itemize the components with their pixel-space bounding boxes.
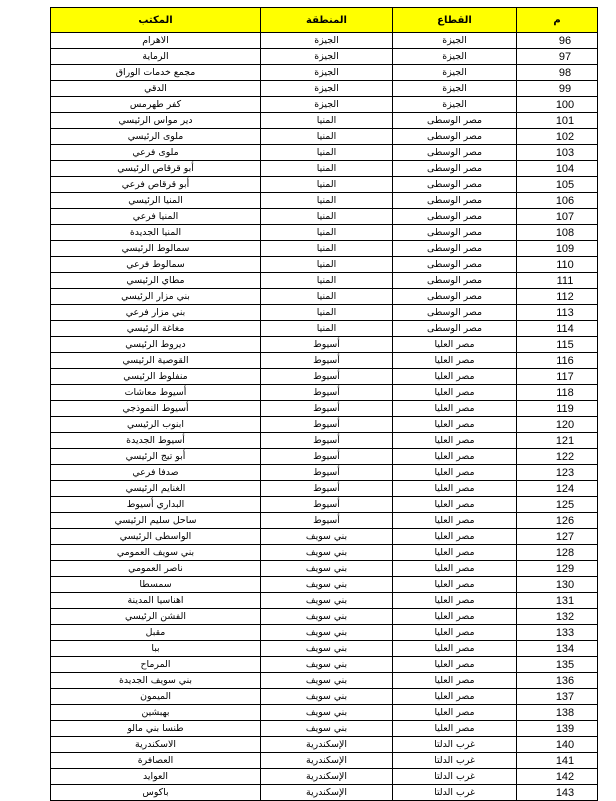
table-row — [51, 321, 598, 337]
region-cell: بني سويف — [261, 721, 393, 737]
office-cell: أسيوط معاشات — [51, 385, 261, 401]
sector-cell: مصر العليا — [393, 545, 517, 561]
sector-cell: الجيزة — [393, 65, 517, 81]
region-cell: أسيوط — [261, 449, 393, 465]
table-row — [51, 785, 598, 801]
number-cell: 101 — [517, 113, 598, 129]
number-cell: 122 — [517, 449, 598, 465]
table-row — [51, 449, 598, 465]
number-cell: 142 — [517, 769, 598, 785]
table-body — [51, 33, 598, 801]
table-row — [51, 481, 598, 497]
sector-cell: مصر الوسطى — [393, 241, 517, 257]
region-cell: بني سويف — [261, 561, 393, 577]
region-cell: الجيزة — [261, 65, 393, 81]
number-cell: 113 — [517, 305, 598, 321]
office-cell: البداري أسيوط — [51, 497, 261, 513]
table-row — [51, 33, 598, 49]
table-row — [51, 433, 598, 449]
office-cell: ابنوب الرئيسي — [51, 417, 261, 433]
sector-cell: غرب الدلتا — [393, 769, 517, 785]
region-cell: أسيوط — [261, 369, 393, 385]
number-cell: 136 — [517, 673, 598, 689]
table-row — [51, 721, 598, 737]
region-cell: بني سويف — [261, 545, 393, 561]
sector-cell: مصر العليا — [393, 385, 517, 401]
region-cell: بني سويف — [261, 577, 393, 593]
region-cell: المنيا — [261, 273, 393, 289]
number-cell: 139 — [517, 721, 598, 737]
sector-cell: مصر الوسطى — [393, 129, 517, 145]
table-row — [51, 353, 598, 369]
sector-cell: مصر العليا — [393, 577, 517, 593]
table-row — [51, 673, 598, 689]
header-sector: القطاع — [393, 8, 517, 33]
region-cell: المنيا — [261, 305, 393, 321]
table-row — [51, 417, 598, 433]
number-cell: 102 — [517, 129, 598, 145]
region-cell: أسيوط — [261, 385, 393, 401]
region-cell: المنيا — [261, 225, 393, 241]
region-cell: المنيا — [261, 161, 393, 177]
sector-cell: مصر العليا — [393, 481, 517, 497]
number-cell: 128 — [517, 545, 598, 561]
office-cell: مقبل — [51, 625, 261, 641]
number-cell: 118 — [517, 385, 598, 401]
number-cell: 108 — [517, 225, 598, 241]
number-cell: 100 — [517, 97, 598, 113]
region-cell: بني سويف — [261, 657, 393, 673]
number-cell: 137 — [517, 689, 598, 705]
number-cell: 112 — [517, 289, 598, 305]
sector-cell: مصر العليا — [393, 513, 517, 529]
sector-cell: مصر الوسطى — [393, 145, 517, 161]
region-cell: أسيوط — [261, 401, 393, 417]
number-cell: 124 — [517, 481, 598, 497]
region-cell: الإسكندرية — [261, 769, 393, 785]
sector-cell: مصر العليا — [393, 593, 517, 609]
table-row — [51, 769, 598, 785]
office-cell: دير مواس الرئيسي — [51, 113, 261, 129]
region-cell: المنيا — [261, 241, 393, 257]
sector-cell: مصر العليا — [393, 529, 517, 545]
number-cell: 109 — [517, 241, 598, 257]
table-row — [51, 529, 598, 545]
sector-cell: مصر العليا — [393, 337, 517, 353]
office-cell: بني مزار الرئيسي — [51, 289, 261, 305]
sector-cell: مصر العليا — [393, 625, 517, 641]
office-cell: باكوس — [51, 785, 261, 801]
sector-cell: غرب الدلتا — [393, 737, 517, 753]
number-cell: 98 — [517, 65, 598, 81]
region-cell: بني سويف — [261, 609, 393, 625]
table-row — [51, 561, 598, 577]
table-row — [51, 305, 598, 321]
office-cell: ببا — [51, 641, 261, 657]
number-cell: 133 — [517, 625, 598, 641]
number-cell: 125 — [517, 497, 598, 513]
table-row — [51, 593, 598, 609]
region-cell: أسيوط — [261, 497, 393, 513]
table-row — [51, 609, 598, 625]
office-cell: بهبشين — [51, 705, 261, 721]
sector-cell: مصر العليا — [393, 401, 517, 417]
office-cell: بني سويف العمومي — [51, 545, 261, 561]
table-row — [51, 129, 598, 145]
region-cell: أسيوط — [261, 353, 393, 369]
number-cell: 99 — [517, 81, 598, 97]
table-row — [51, 273, 598, 289]
number-cell: 123 — [517, 465, 598, 481]
table-row — [51, 177, 598, 193]
number-cell: 117 — [517, 369, 598, 385]
office-cell: الدقي — [51, 81, 261, 97]
region-cell: الجيزة — [261, 97, 393, 113]
table-row — [51, 161, 598, 177]
office-cell: اهناسيا المدينة — [51, 593, 261, 609]
region-cell: بني سويف — [261, 705, 393, 721]
office-cell: المنيا الرئيسي — [51, 193, 261, 209]
office-cell: مطاي الرئيسي — [51, 273, 261, 289]
sector-cell: مصر الوسطى — [393, 289, 517, 305]
number-cell: 132 — [517, 609, 598, 625]
table-row — [51, 753, 598, 769]
sector-cell: مصر العليا — [393, 657, 517, 673]
region-cell: المنيا — [261, 257, 393, 273]
table-row — [51, 257, 598, 273]
region-cell: أسيوط — [261, 433, 393, 449]
sector-cell: مصر العليا — [393, 369, 517, 385]
number-cell: 105 — [517, 177, 598, 193]
sector-cell: مصر الوسطى — [393, 225, 517, 241]
office-cell: سمالوط فرعي — [51, 257, 261, 273]
office-cell: مغاغة الرئيسي — [51, 321, 261, 337]
number-cell: 106 — [517, 193, 598, 209]
office-cell: مجمع خدمات الوراق — [51, 65, 261, 81]
table-row — [51, 513, 598, 529]
table-row — [51, 65, 598, 81]
table-row — [51, 369, 598, 385]
sector-cell: مصر العليا — [393, 497, 517, 513]
sector-cell: مصر الوسطى — [393, 193, 517, 209]
number-cell: 96 — [517, 33, 598, 49]
region-cell: المنيا — [261, 289, 393, 305]
number-cell: 114 — [517, 321, 598, 337]
table-row — [51, 737, 598, 753]
table-row — [51, 497, 598, 513]
office-cell: ناصر العمومي — [51, 561, 261, 577]
sector-cell: مصر الوسطى — [393, 209, 517, 225]
sector-cell: مصر الوسطى — [393, 161, 517, 177]
table-row — [51, 401, 598, 417]
sector-cell: مصر العليا — [393, 721, 517, 737]
office-cell: الواسطى الرئيسي — [51, 529, 261, 545]
office-cell: ملوى فرعي — [51, 145, 261, 161]
region-cell: الإسكندرية — [261, 753, 393, 769]
office-cell: أسيوط الجديدة — [51, 433, 261, 449]
region-cell: الجيزة — [261, 49, 393, 65]
sector-cell: مصر العليا — [393, 417, 517, 433]
table-row — [51, 641, 598, 657]
table-row — [51, 385, 598, 401]
office-cell: العصافرة — [51, 753, 261, 769]
region-cell: بني سويف — [261, 529, 393, 545]
region-cell: المنيا — [261, 129, 393, 145]
number-cell: 130 — [517, 577, 598, 593]
number-cell: 141 — [517, 753, 598, 769]
table-row — [51, 97, 598, 113]
table-row — [51, 657, 598, 673]
number-cell: 135 — [517, 657, 598, 673]
number-cell: 120 — [517, 417, 598, 433]
sector-cell: مصر الوسطى — [393, 177, 517, 193]
header-row — [51, 8, 598, 33]
region-cell: أسيوط — [261, 465, 393, 481]
sector-cell: مصر العليا — [393, 609, 517, 625]
table-row — [51, 145, 598, 161]
header-number: م — [517, 8, 598, 33]
header-office: المكتب — [51, 8, 261, 33]
table-row — [51, 81, 598, 97]
table-row — [51, 113, 598, 129]
table-row — [51, 193, 598, 209]
region-cell: أسيوط — [261, 513, 393, 529]
number-cell: 131 — [517, 593, 598, 609]
number-cell: 116 — [517, 353, 598, 369]
office-cell: أبو قرقاص الرئيسي — [51, 161, 261, 177]
region-cell: أسيوط — [261, 417, 393, 433]
number-cell: 129 — [517, 561, 598, 577]
number-cell: 121 — [517, 433, 598, 449]
region-cell: الإسكندرية — [261, 785, 393, 801]
table-row — [51, 49, 598, 65]
sector-cell: غرب الدلتا — [393, 753, 517, 769]
number-cell: 127 — [517, 529, 598, 545]
office-cell: كفر طهرمس — [51, 97, 261, 113]
sector-cell: مصر الوسطى — [393, 257, 517, 273]
sector-cell: مصر العليا — [393, 561, 517, 577]
sector-cell: الجيزة — [393, 49, 517, 65]
table-row — [51, 337, 598, 353]
office-cell: أبو قرقاص فرعي — [51, 177, 261, 193]
office-cell: بني سويف الجديدة — [51, 673, 261, 689]
region-cell: بني سويف — [261, 689, 393, 705]
region-cell: بني سويف — [261, 673, 393, 689]
sector-cell: مصر العليا — [393, 673, 517, 689]
office-cell: ديروط الرئيسي — [51, 337, 261, 353]
number-cell: 97 — [517, 49, 598, 65]
sector-cell: مصر الوسطى — [393, 321, 517, 337]
offices-sheet — [50, 7, 598, 801]
office-cell: القوصية الرئيسي — [51, 353, 261, 369]
table-row — [51, 689, 598, 705]
region-cell: الجيزة — [261, 81, 393, 97]
region-cell: المنيا — [261, 321, 393, 337]
region-cell: بني سويف — [261, 641, 393, 657]
table-row — [51, 225, 598, 241]
sector-cell: مصر الوسطى — [393, 113, 517, 129]
office-cell: سمالوط الرئيسي — [51, 241, 261, 257]
region-cell: المنيا — [261, 113, 393, 129]
office-cell: المنيا الجديدة — [51, 225, 261, 241]
office-cell: طنسا بني مالو — [51, 721, 261, 737]
number-cell: 115 — [517, 337, 598, 353]
table-row — [51, 625, 598, 641]
sector-cell: الجيزة — [393, 33, 517, 49]
region-cell: المنيا — [261, 177, 393, 193]
number-cell: 138 — [517, 705, 598, 721]
table-row — [51, 209, 598, 225]
number-cell: 104 — [517, 161, 598, 177]
office-cell: ساحل سليم الرئيسي — [51, 513, 261, 529]
number-cell: 111 — [517, 273, 598, 289]
office-cell: بني مزار فرعي — [51, 305, 261, 321]
office-cell: الاسكندرية — [51, 737, 261, 753]
office-cell: منفلوط الرئيسي — [51, 369, 261, 385]
number-cell: 126 — [517, 513, 598, 529]
sector-cell: مصر الوسطى — [393, 273, 517, 289]
number-cell: 119 — [517, 401, 598, 417]
office-cell: الرماية — [51, 49, 261, 65]
region-cell: الإسكندرية — [261, 737, 393, 753]
number-cell: 134 — [517, 641, 598, 657]
number-cell: 140 — [517, 737, 598, 753]
office-cell: ملوى الرئيسي — [51, 129, 261, 145]
number-cell: 103 — [517, 145, 598, 161]
table-row — [51, 577, 598, 593]
table-row — [51, 705, 598, 721]
offices-table — [50, 7, 598, 801]
number-cell: 143 — [517, 785, 598, 801]
number-cell: 107 — [517, 209, 598, 225]
table-row — [51, 289, 598, 305]
region-cell: أسيوط — [261, 337, 393, 353]
region-cell: المنيا — [261, 209, 393, 225]
region-cell: بني سويف — [261, 625, 393, 641]
sector-cell: مصر العليا — [393, 641, 517, 657]
office-cell: الاهرام — [51, 33, 261, 49]
header-region: المنطقة — [261, 8, 393, 33]
table-row — [51, 241, 598, 257]
number-cell: 110 — [517, 257, 598, 273]
office-cell: المنيا فرعي — [51, 209, 261, 225]
sector-cell: الجيزة — [393, 97, 517, 113]
office-cell: أبو تيج الرئيسي — [51, 449, 261, 465]
sector-cell: مصر العليا — [393, 689, 517, 705]
sector-cell: مصر الوسطى — [393, 305, 517, 321]
office-cell: سمسطا — [51, 577, 261, 593]
table-row — [51, 465, 598, 481]
office-cell: صدفا فرعي — [51, 465, 261, 481]
office-cell: أسيوط النموذجي — [51, 401, 261, 417]
region-cell: بني سويف — [261, 593, 393, 609]
sector-cell: مصر العليا — [393, 465, 517, 481]
office-cell: العوايد — [51, 769, 261, 785]
sector-cell: الجيزة — [393, 81, 517, 97]
sector-cell: مصر العليا — [393, 433, 517, 449]
sector-cell: مصر العليا — [393, 705, 517, 721]
office-cell: الميمون — [51, 689, 261, 705]
region-cell: الجيزة — [261, 33, 393, 49]
region-cell: المنيا — [261, 145, 393, 161]
sector-cell: مصر العليا — [393, 449, 517, 465]
region-cell: أسيوط — [261, 481, 393, 497]
office-cell: الفشن الرئيسي — [51, 609, 261, 625]
table-row — [51, 545, 598, 561]
region-cell: المنيا — [261, 193, 393, 209]
sector-cell: غرب الدلتا — [393, 785, 517, 801]
sector-cell: مصر العليا — [393, 353, 517, 369]
office-cell: الغنايم الرئيسي — [51, 481, 261, 497]
office-cell: المرماح — [51, 657, 261, 673]
